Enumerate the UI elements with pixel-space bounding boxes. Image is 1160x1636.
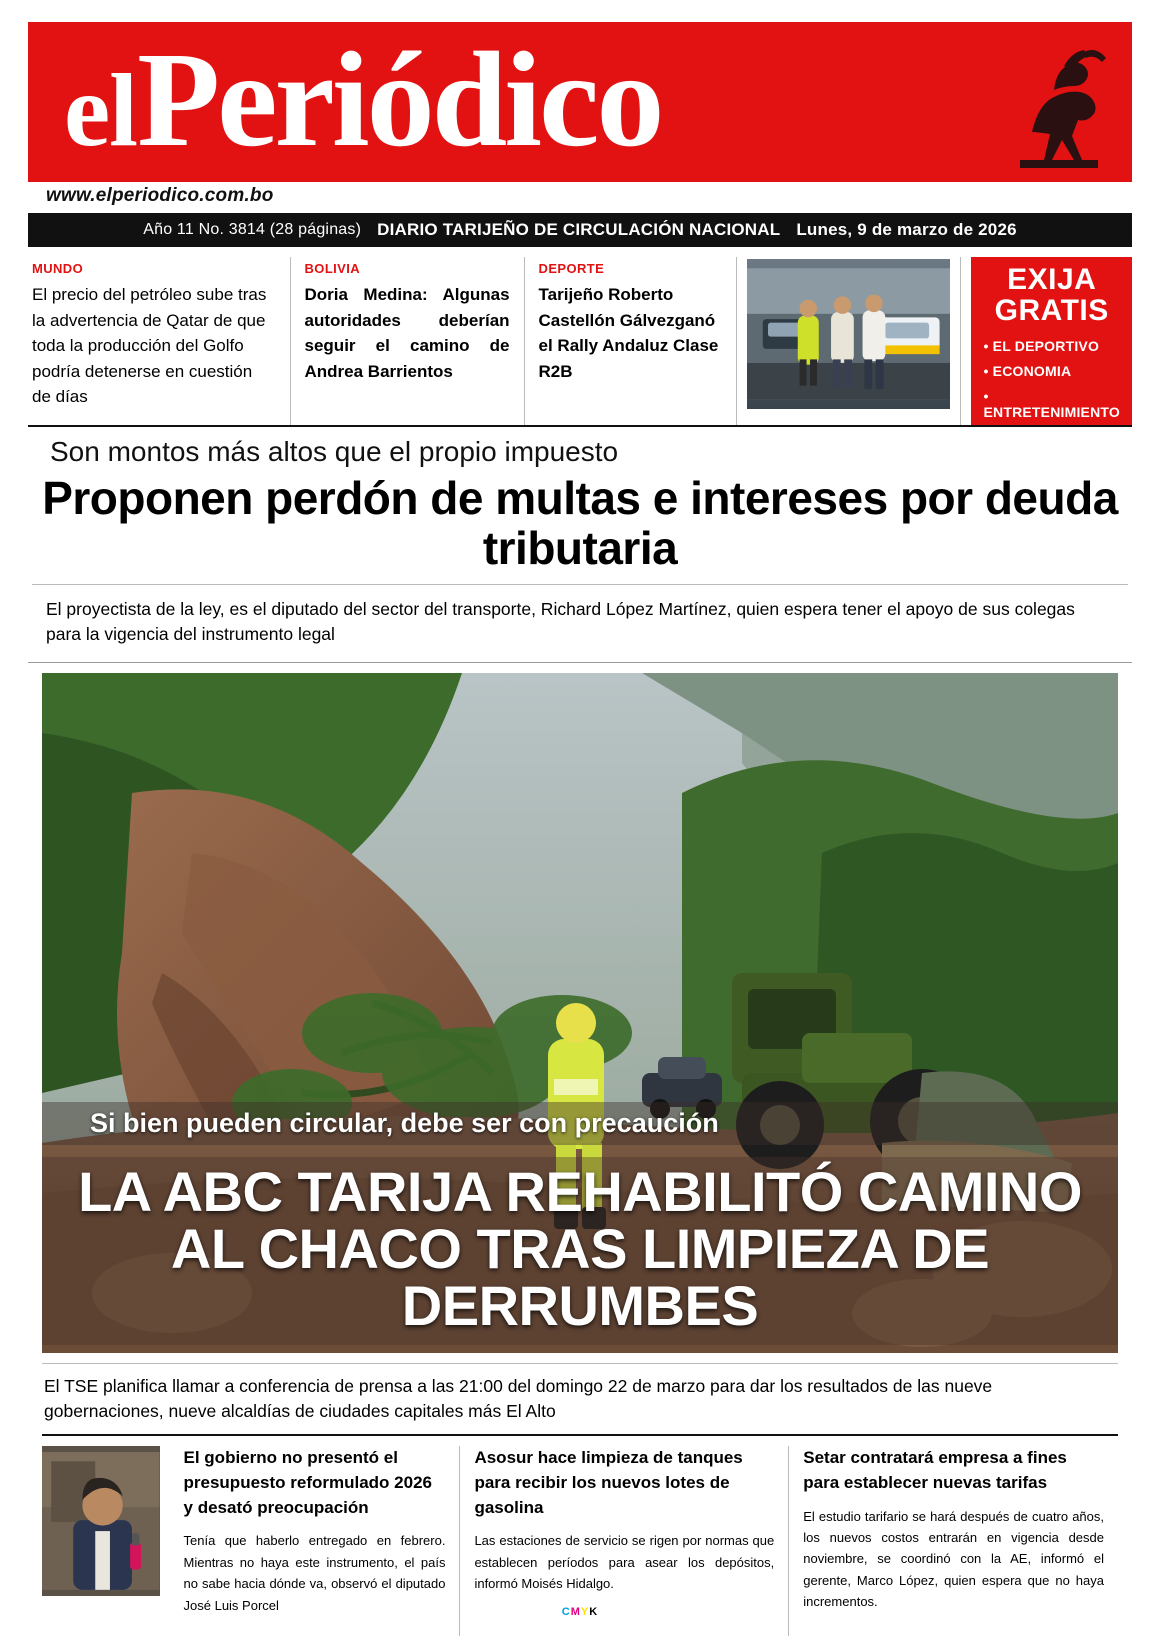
issue-number: Año 11 No. 3814 (28 páginas) bbox=[143, 221, 362, 238]
exija-list bbox=[983, 338, 1120, 420]
exija-item-1: • ECONOMIA bbox=[983, 363, 1120, 379]
bottom-body: Las estaciones de servicio se rigen por normas que establecen períodos para asear los depósitos, informó Moisés Hidalgo. bbox=[474, 1533, 775, 1592]
teaser-text: El precio del petróleo sube tras la advertencia de Qatar de que toda la producción del Golfo podría detenerse en cuestión de días bbox=[32, 285, 267, 406]
exija-line1: EXIJA bbox=[1007, 263, 1097, 296]
cmyk-registration-mark: CMYK bbox=[561, 1606, 599, 1618]
newspaper-title bbox=[64, 22, 661, 182]
rally-team-photo bbox=[747, 259, 950, 409]
masthead bbox=[28, 22, 1132, 182]
lead-subhead: El proyectista de la ley, es el diputado del sector del transporte, Richard López Martínez, quien espera tener el apoyo de sus colegas para la vigencia del instrumento legal bbox=[32, 584, 1128, 658]
main-photo-story[interactable] bbox=[42, 673, 1118, 1353]
exija-item-2: • ENTRETENIMIENTO bbox=[983, 388, 1120, 420]
tse-note[interactable]: El TSE planifica llamar a conferencia de prensa a las 21:00 del domingo 22 de marzo para dar los resultados de las nueve gobernaciones, nueve alcaldías de ciudades capitales más El Alto bbox=[42, 1363, 1118, 1437]
teaser-photo-wrap bbox=[737, 257, 961, 425]
teaser-strip bbox=[28, 247, 1132, 427]
deputy-portrait-photo bbox=[42, 1446, 160, 1596]
bottom-headline: El gobierno no presentó el presupuesto reformulado 2026 y desató preocupación bbox=[183, 1448, 432, 1517]
teaser-kicker: MUNDO bbox=[32, 261, 84, 276]
date-bar bbox=[28, 213, 1132, 247]
lead-kicker: Son montos más altos que el propio impuesto bbox=[50, 436, 619, 467]
exija-line2: GRATIS bbox=[994, 293, 1109, 327]
main-photo-kicker: Si bien pueden circular, debe ser con precaución bbox=[42, 1102, 1118, 1145]
lead-story[interactable] bbox=[28, 427, 1132, 663]
teaser-bolivia[interactable] bbox=[291, 257, 525, 425]
teaser-kicker: DEPORTE bbox=[538, 261, 605, 276]
bottom-body: Tenía que haberlo entregado en febrero. Mientras no haya este instrumento, el país no sabe hacia dónde va, observó el diputado José Luis Porcel bbox=[183, 1533, 446, 1613]
horse-rider-statue-icon bbox=[1002, 32, 1112, 172]
exija-item-0: • EL DEPORTIVO bbox=[983, 338, 1120, 354]
bottom-headline: Setar contratará empresa a fines para establecer nuevas tarifas bbox=[803, 1448, 1067, 1492]
paper-descriptor: DIARIO TARIJEÑO DE CIRCULACIÓN NACIONAL bbox=[377, 220, 781, 239]
newspaper-front-page bbox=[0, 22, 1160, 1622]
website-url[interactable]: www.elperiodico.com.bo bbox=[46, 185, 274, 206]
masthead-el: el bbox=[64, 53, 138, 168]
teaser-text: Doria Medina: Algunas autoridades deberían seguir el camino de Andrea Barrientos bbox=[304, 285, 510, 381]
publication-date: Lunes, 9 de marzo de 2026 bbox=[796, 220, 1017, 239]
teaser-mundo[interactable] bbox=[28, 257, 291, 425]
teaser-kicker: BOLIVIA bbox=[304, 261, 361, 276]
bottom-body: El estudio tarifario se hará después de cuatro años, los nuevos costos entrarán en vigencia desde noviembre, se coordinó con la AE, informó el gerente, Marco López, quien espera que no haya incrementos. bbox=[803, 1508, 1104, 1610]
bottom-headline: Asosur hace limpieza de tanques para recibir los nuevos lotes de gasolina bbox=[474, 1448, 743, 1517]
lead-headline: Proponen perdón de multas e intereses por deuda tributaria bbox=[42, 471, 1118, 575]
teaser-deporte[interactable] bbox=[525, 257, 738, 425]
main-photo-headline: LA ABC TARIJA REHABILITÓ CAMINO AL CHACO TRAS LIMPIEZA DE DERRUMBES bbox=[42, 1157, 1118, 1344]
exija-gratis-promo[interactable] bbox=[971, 257, 1132, 425]
masthead-main: Periódico bbox=[137, 25, 662, 175]
teaser-text: Tarijeño Roberto Castellón Gálvezganó el Rally Andaluz Clase R2B bbox=[538, 285, 719, 381]
